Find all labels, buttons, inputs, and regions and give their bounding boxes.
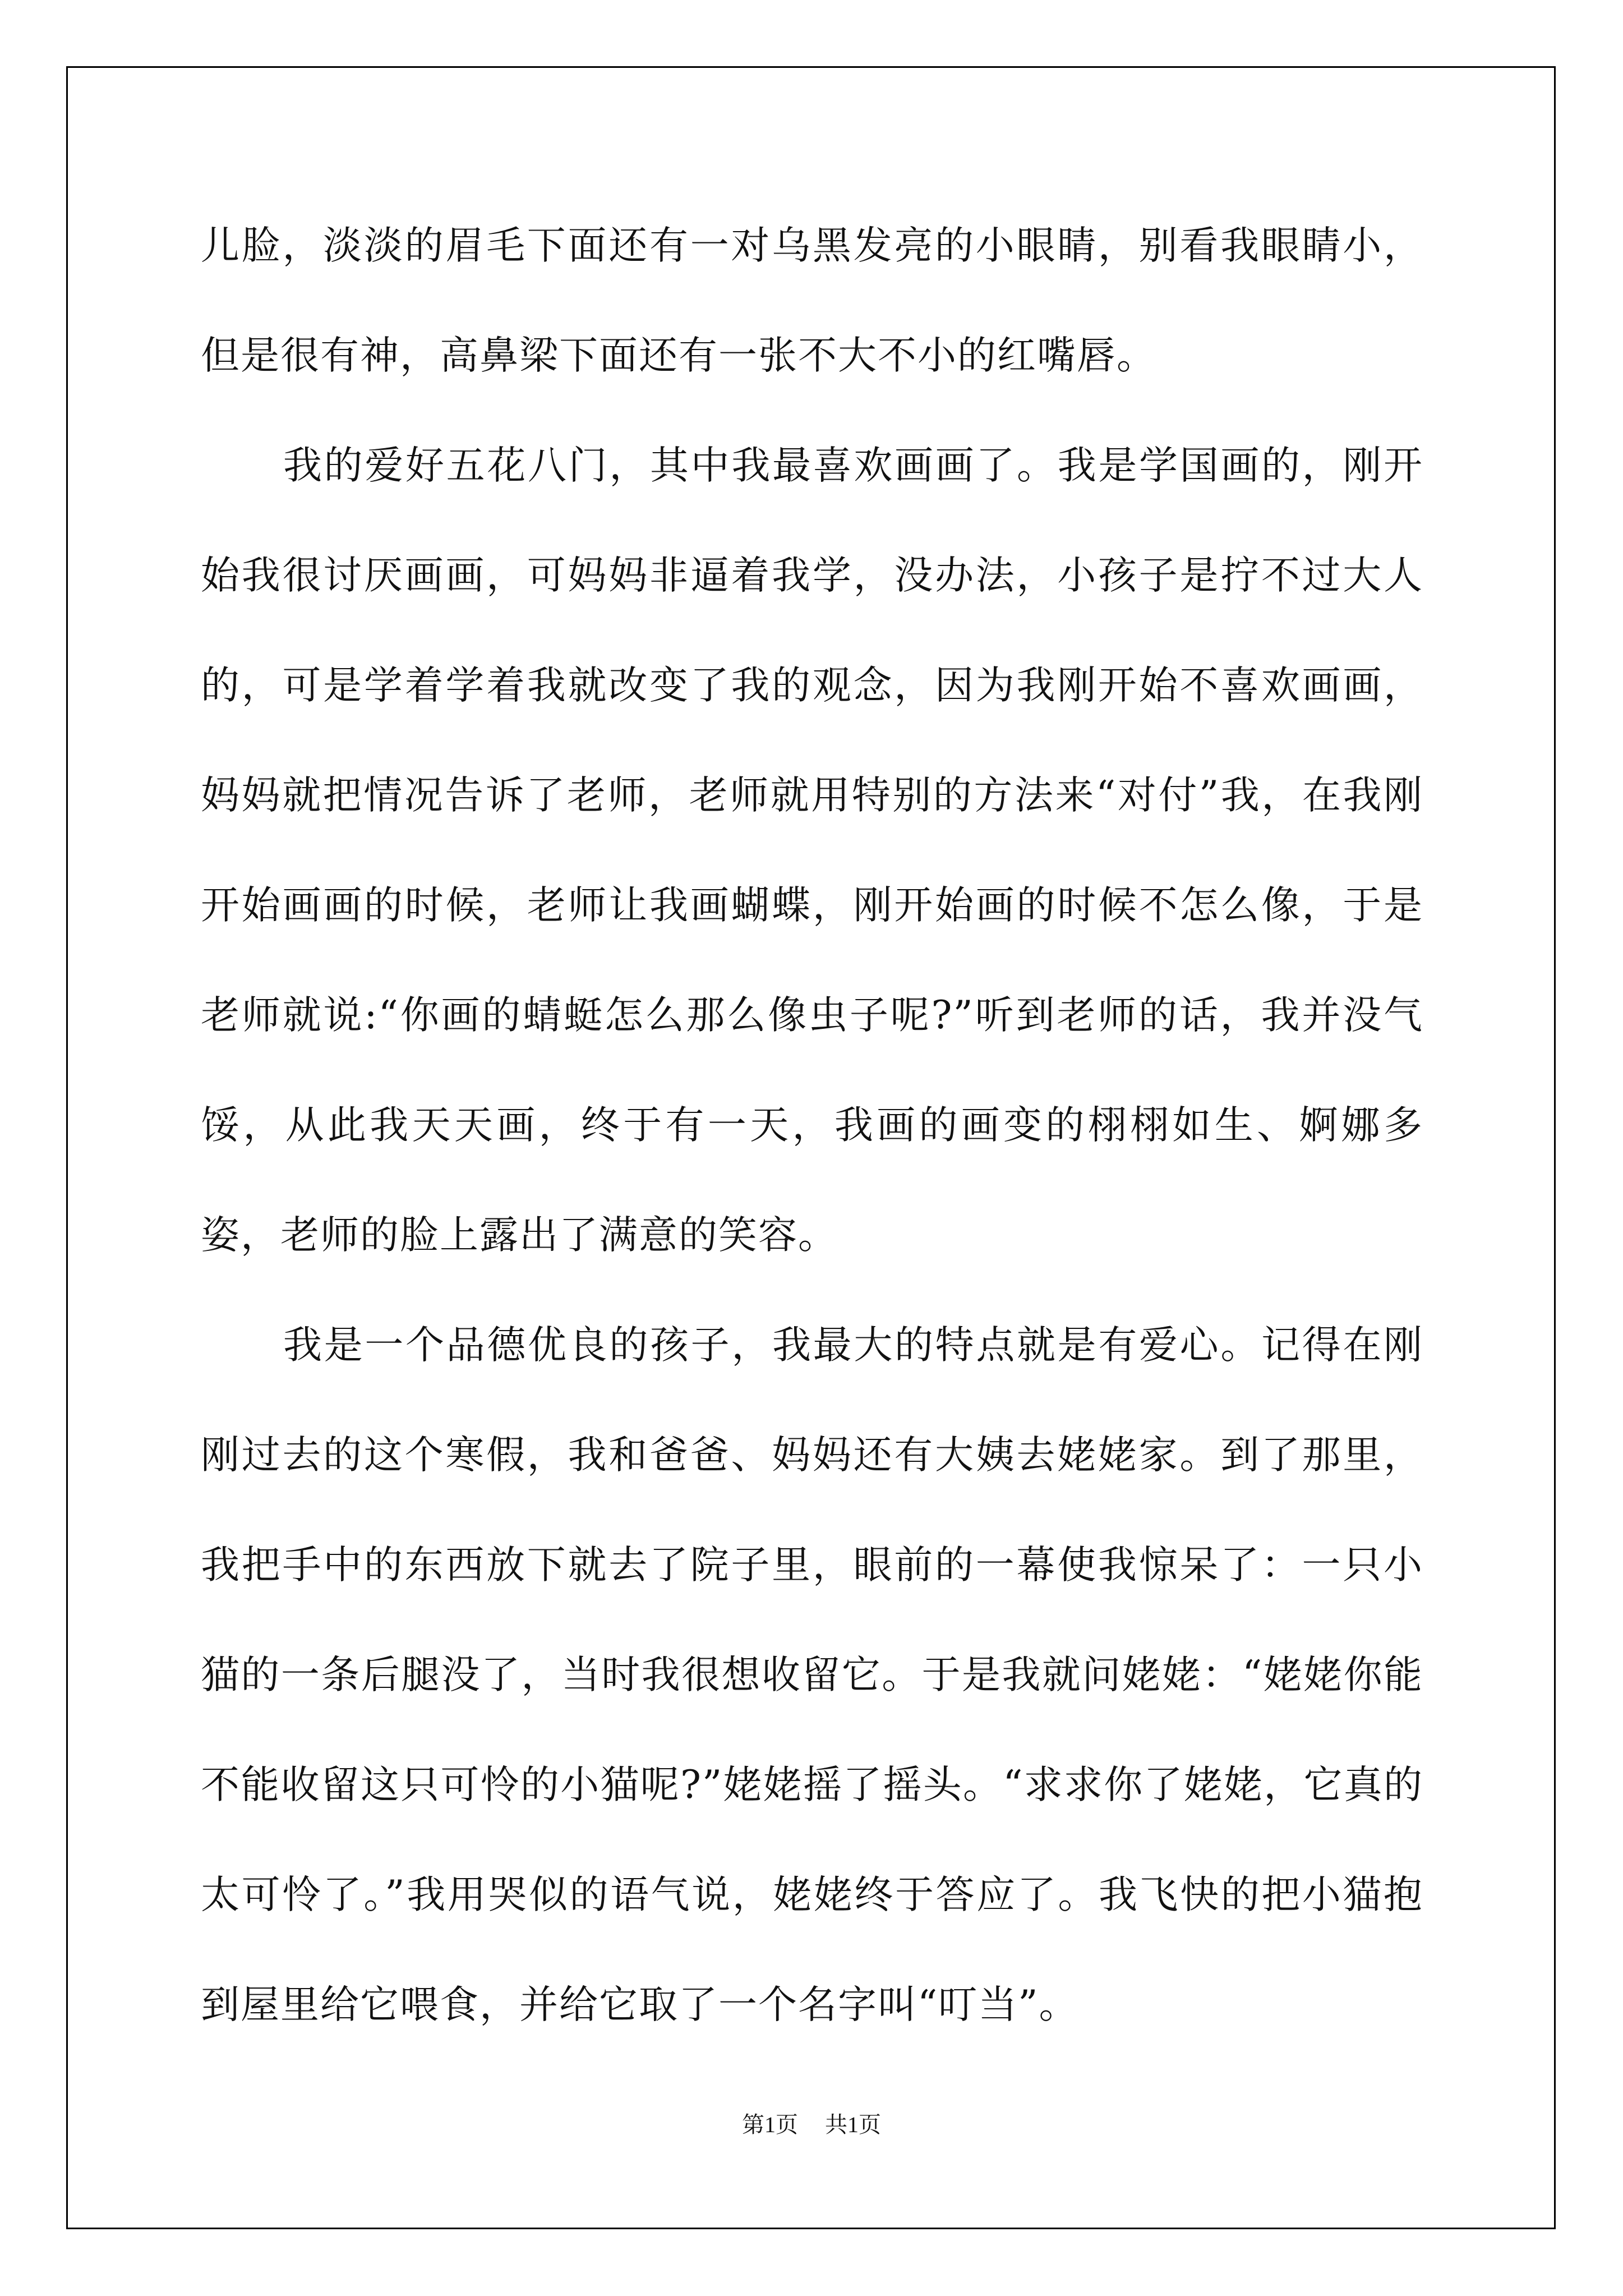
- document-body: [201, 191, 1423, 2060]
- page-number-total: 共1页: [825, 2112, 881, 2137]
- page-number-current: 第1页: [742, 2112, 798, 2137]
- page-footer: [0, 2114, 1623, 2136]
- paragraph-3: 我是一个品德优良的孩子，我最大的特点就是有爱心。记得在刚刚过去的这个寒假，我和爸爸、妈妈还有大姨去姥姥家。到了那里，我把手中的东西放下就去了院子里，眼前的一幕使我惊呆了：一只小猫的一条后腿没了，当时我很想收留它。于是我就问姥姥：“姥姥你能不能收留这只可怜的小猫呢?”姥姥摇了摇头。“求求你了姥姥，它真的太可怜了。”我用哭似的语气说，姥姥终于答应了。我飞快的把小猫抱到屋里给它喂食，并给它取了一个名字叫“叮当”。: [201, 1323, 1423, 2027]
- paragraph-1: 儿脸，淡淡的眉毛下面还有一对乌黑发亮的小眼睛，别看我眼睛小，但是很有神，高鼻梁下面还有一张不大不小的红嘴唇。: [201, 223, 1423, 378]
- paragraph-2: 我的爱好五花八门，其中我最喜欢画画了。我是学国画的，刚开始我很讨厌画画，可妈妈非逼着我学，没办法，小孩子是拧不过大人的，可是学着学着我就改变了我的观念，因为我刚开始不喜欢画画，妈妈就把情况告诉了老师，老师就用特别的方法来“对付”我，在我刚开始画画的时候，老师让我画蝴蝶，刚开始画的时候不怎么像，于是老师就说:“你画的蜻蜓怎么那么像虫子呢?”听到老师的话，我并没气馁，从此我天天画，终于有一天，我画的画变的栩栩如生、婀娜多姿，老师的脸上露出了满意的笑容。: [201, 443, 1423, 1258]
